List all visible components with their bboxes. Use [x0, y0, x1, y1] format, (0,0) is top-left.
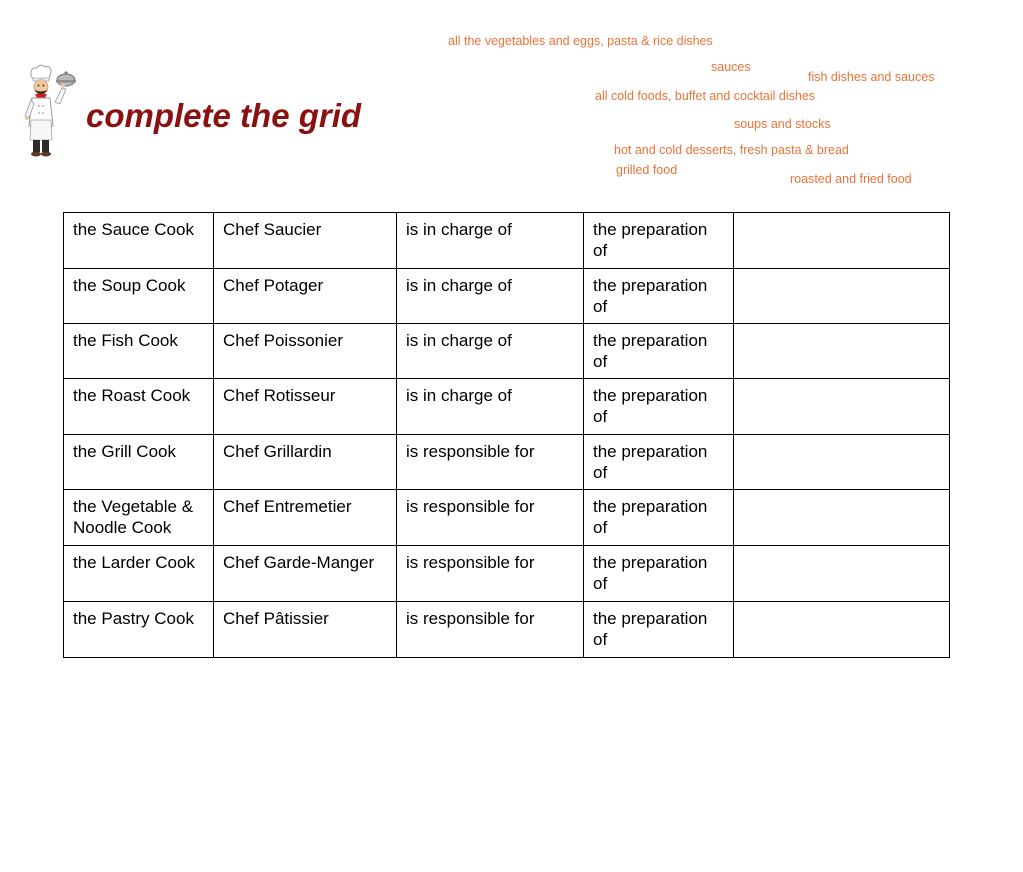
cook-cell: the Vegetable & Noodle Cook: [64, 490, 214, 546]
chef-title-cell: Chef Garde-Manger: [214, 546, 397, 602]
role-verb-cell: is responsible for: [397, 546, 584, 602]
chef-title-cell: Chef Pâtissier: [214, 602, 397, 658]
table-row: [64, 546, 950, 602]
word-bank-item[interactable]: hot and cold desserts, fresh pasta & bread: [614, 143, 849, 157]
chef-title-cell: Chef Grillardin: [214, 435, 397, 490]
cook-cell: the Soup Cook: [64, 269, 214, 324]
preparation-cell: the preparation of: [584, 602, 734, 658]
preparation-cell: the preparation of: [584, 379, 734, 435]
page-title: complete the grid: [86, 97, 362, 134]
preparation-cell: the preparation of: [584, 490, 734, 546]
role-verb-cell: is responsible for: [397, 435, 584, 490]
role-verb-cell: is in charge of: [397, 379, 584, 435]
cook-cell: the Fish Cook: [64, 324, 214, 379]
answer-cell[interactable]: [734, 490, 950, 546]
chef-title-cell: Chef Rotisseur: [214, 379, 397, 435]
table-row: [64, 490, 950, 546]
preparation-cell: the preparation of: [584, 269, 734, 324]
word-bank-item[interactable]: soups and stocks: [734, 117, 831, 131]
preparation-cell: the preparation of: [584, 324, 734, 379]
answer-cell[interactable]: [734, 546, 950, 602]
preparation-cell: the preparation of: [584, 546, 734, 602]
chef-title-cell: Chef Saucier: [214, 213, 397, 269]
preparation-cell: the preparation of: [584, 435, 734, 490]
chef-title-cell: Chef Poissonier: [214, 324, 397, 379]
table-row: [64, 602, 950, 658]
answer-cell[interactable]: [734, 435, 950, 490]
answer-cell[interactable]: [734, 269, 950, 324]
role-verb-cell: is responsible for: [397, 490, 584, 546]
table-row: [64, 213, 950, 269]
table-row: [64, 269, 950, 324]
cook-cell: the Sauce Cook: [64, 213, 214, 269]
table-row: [64, 324, 950, 379]
role-verb-cell: is in charge of: [397, 324, 584, 379]
role-verb-cell: is responsible for: [397, 602, 584, 658]
chef-title-cell: Chef Potager: [214, 269, 397, 324]
word-bank-item[interactable]: grilled food: [616, 163, 678, 177]
word-bank-item[interactable]: all the vegetables and eggs, pasta & rice dishes: [448, 34, 713, 48]
chef-title-cell: Chef Entremetier: [214, 490, 397, 546]
chef-illustration: [22, 62, 80, 160]
answer-cell[interactable]: [734, 213, 950, 269]
role-verb-cell: is in charge of: [397, 269, 584, 324]
word-bank-item[interactable]: sauces: [711, 60, 751, 74]
word-bank-item[interactable]: roasted and fried food: [790, 172, 912, 186]
answer-cell[interactable]: [734, 324, 950, 379]
cook-cell: the Larder Cook: [64, 546, 214, 602]
cook-cell: the Roast Cook: [64, 379, 214, 435]
word-bank-item[interactable]: fish dishes and sauces: [808, 70, 935, 84]
answer-cell[interactable]: [734, 602, 950, 658]
kitchen-brigade-grid: [63, 212, 950, 658]
table-row: [64, 435, 950, 490]
role-verb-cell: is in charge of: [397, 213, 584, 269]
answer-cell[interactable]: [734, 379, 950, 435]
cook-cell: the Grill Cook: [64, 435, 214, 490]
word-bank-item[interactable]: all cold foods, buffet and cocktail dishes: [595, 89, 816, 103]
table-row: [64, 379, 950, 435]
cook-cell: the Pastry Cook: [64, 602, 214, 658]
preparation-cell: the preparation of: [584, 213, 734, 269]
